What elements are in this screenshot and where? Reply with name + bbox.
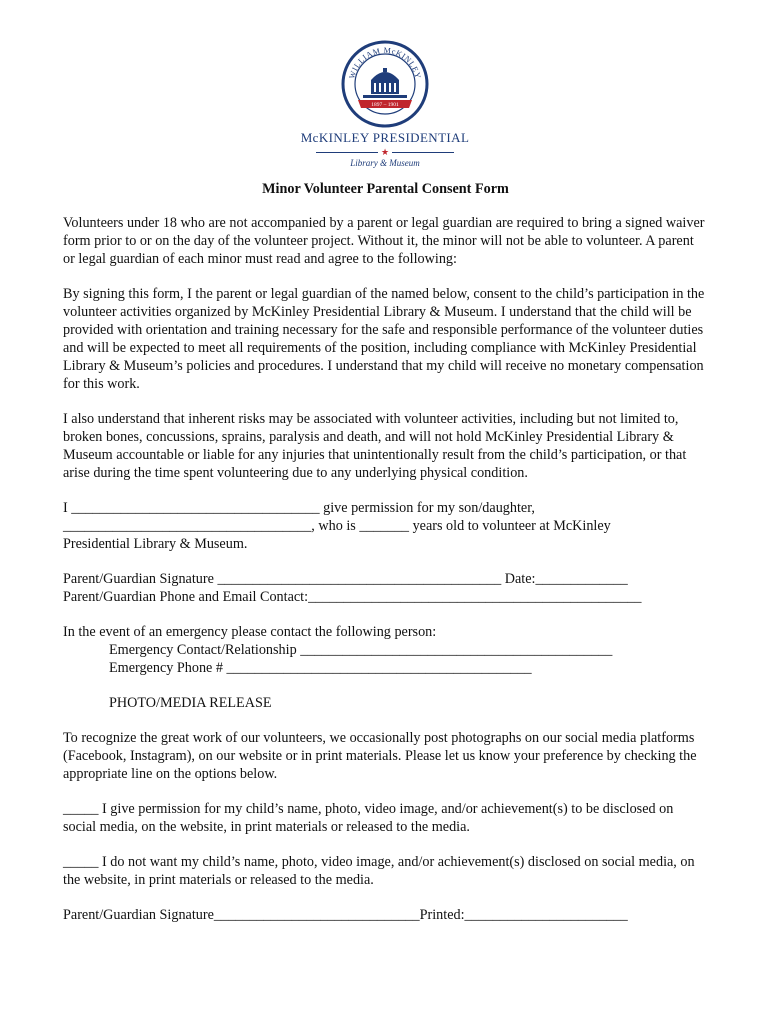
star-icon: ★	[380, 147, 390, 157]
form-body	[63, 180, 708, 924]
emergency-intro: In the event of an emergency please contact the following person:	[63, 624, 437, 640]
permission-block	[63, 499, 708, 553]
form-title: Minor Volunteer Parental Consent Form	[262, 181, 509, 197]
media-option-permit[interactable]: _____ I give permission for my child’s name, photo, video image, and/or achievement(s) to be disclosed on social media, on the website, in print materials or released to the media.	[63, 801, 674, 835]
guardian-signature-block	[63, 570, 708, 606]
media-option-deny[interactable]: _____ I do not want my child’s name, photo, video image, and/or achievement(s) disclosed on social media, on the website, in print materials or released to the media.	[63, 854, 695, 888]
permission-line-child[interactable]: ___________________________________, who is _______ years old to volunteer at McKinley	[63, 518, 611, 534]
risks-paragraph: I also understand that inherent risks may be associated with volunteer activities, including but not limited to, broken bones, concussions, sprains, paralysis and death, and will not hold McKinley Presidential Library & Museum accountable or liable for any injuries that unintentionally result from the child’s participation, or that arise during the time spent volunteering due to any underlying physical condition.	[63, 411, 687, 481]
svg-text:1897 – 1901: 1897 – 1901	[371, 102, 399, 108]
media-heading: PHOTO/MEDIA RELEASE	[109, 695, 272, 711]
emergency-contact-line[interactable]: Emergency Contact/Relationship ____________________________________________	[109, 642, 613, 658]
permission-line-guardian[interactable]: I ___________________________________ give permission for my son/daughter,	[63, 500, 535, 516]
emergency-block	[63, 623, 708, 677]
emergency-phone-line[interactable]: Emergency Phone # ___________________________________________	[109, 660, 532, 676]
permission-line-end: Presidential Library & Museum.	[63, 536, 248, 552]
wordmark-title: McKINLEY PRESIDENTIAL	[300, 130, 470, 145]
media-intro-paragraph: To recognize the great work of our volunteers, we occasionally post photographs on our social media platforms (Facebook, Instagram), on our website or in print materials. Please let us know your preference by checking the appropriate line on the options below.	[63, 730, 697, 782]
museum-logo	[0, 40, 770, 168]
consent-paragraph: By signing this form, I the parent or legal guardian of the named below, consent to the child’s participation in the volunteer activities organized by McKinley Presidential Library & Museum. I understand that the child will be provided with orientation and training necessary for the safe and responsible performance of the volunteer duties and will be expected to meet all requirements of the position, including compliance with McKinley Presidential Library & Museum’s policies and procedures. I understand that my child will receive no monetary compensation for this work.	[63, 286, 705, 392]
final-signature-line[interactable]: Parent/Guardian Signature_____________________________Printed:_______________________	[63, 907, 628, 923]
guardian-signature-line[interactable]: Parent/Guardian Signature ________________________________________ Date:_____________	[63, 571, 628, 587]
wordmark-subtitle: Library & Museum	[350, 158, 420, 168]
intro-paragraph: Volunteers under 18 who are not accompanied by a parent or legal guardian are required to bring a signed waiver form prior to or on the day of the volunteer project. Without it, the minor will not be able to volunteer. A parent or legal guardian of each minor must read and agree to the following:	[63, 215, 705, 267]
wordmark-divider	[0, 148, 770, 157]
svg-text:WILLIAM McKINLEY: WILLIAM McKINLEY	[347, 45, 423, 80]
guardian-contact-line[interactable]: Parent/Guardian Phone and Email Contact:_______________________________________________	[63, 589, 642, 605]
seal-emblem-icon	[341, 40, 429, 128]
